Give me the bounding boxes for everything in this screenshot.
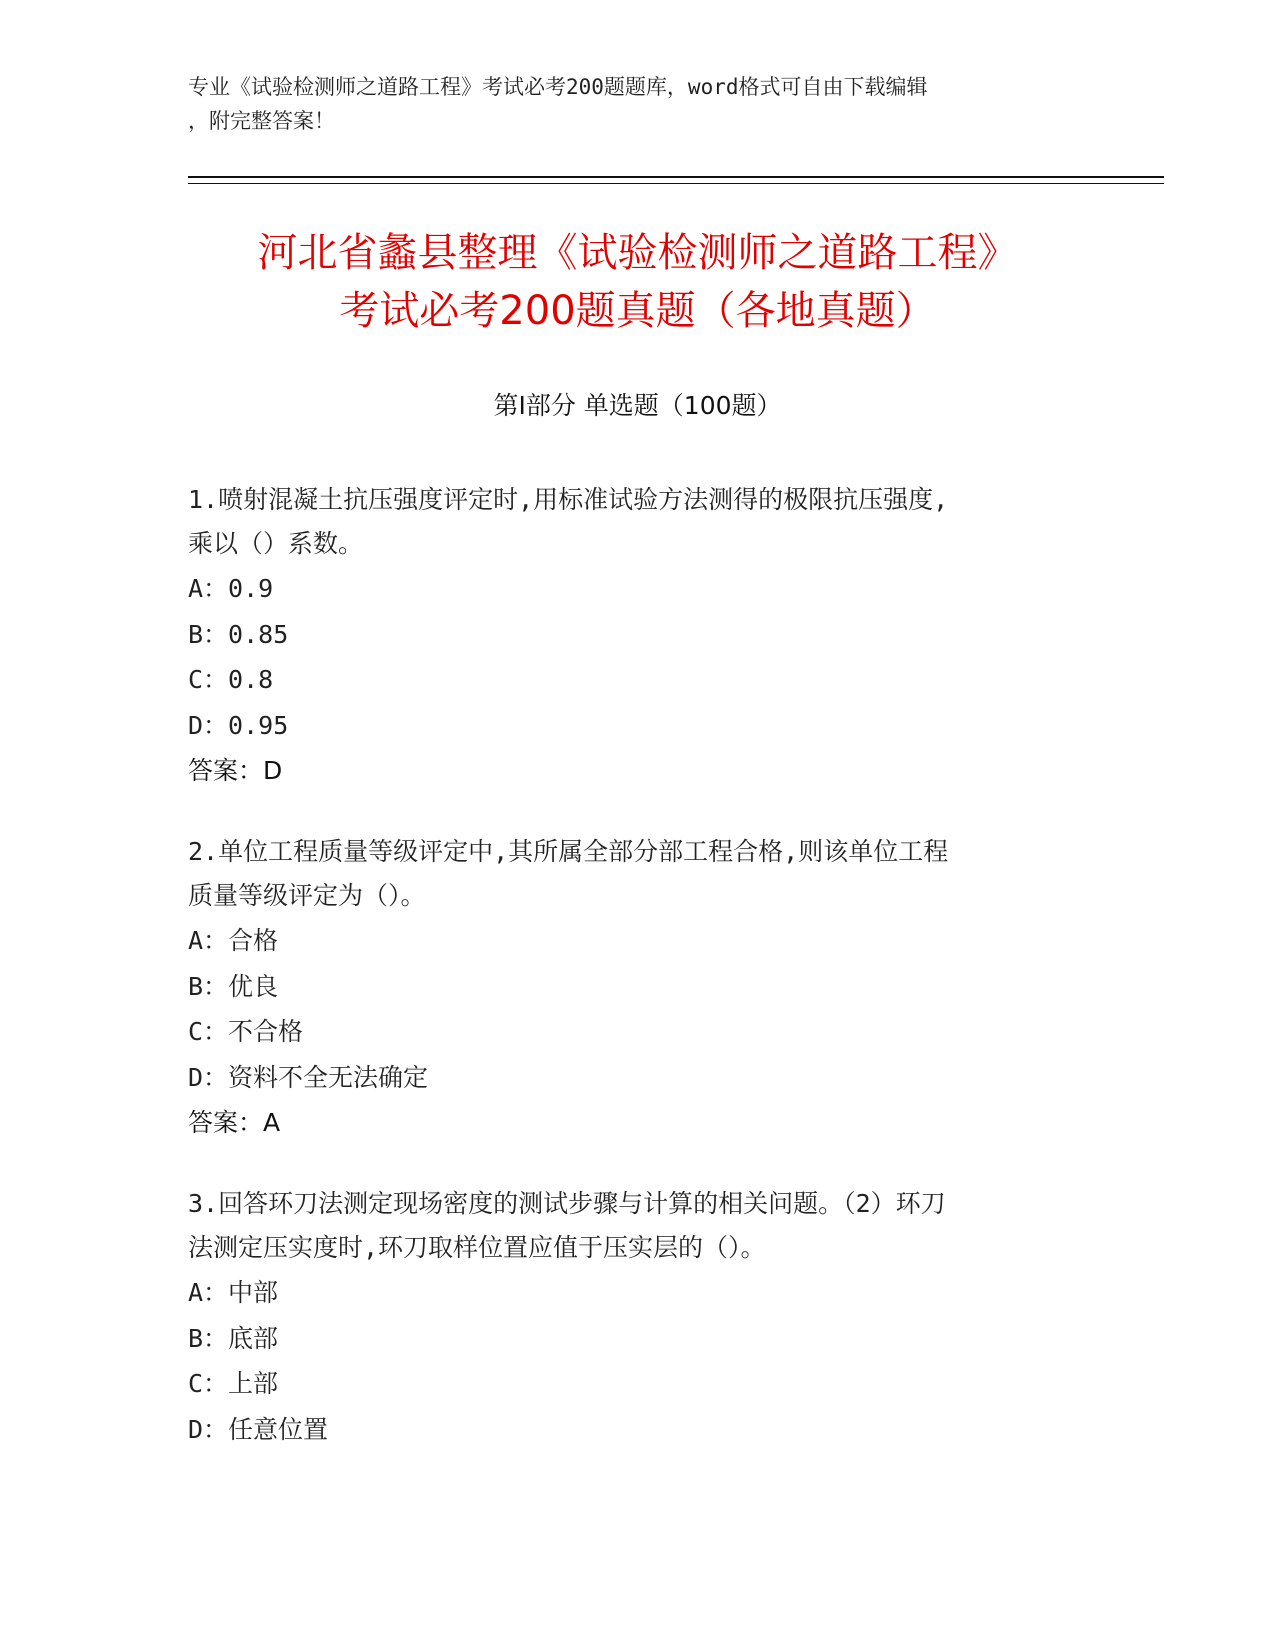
option-d: D：0.95: [188, 710, 289, 740]
option-b: B：0.85: [188, 619, 289, 649]
header-divider-thick: [188, 176, 1164, 178]
option-c: C：上部: [188, 1369, 279, 1398]
question-item: [188, 1182, 1088, 1452]
question-list: [188, 478, 1088, 1488]
question-stem-line: 1.喷射混凝土抗压强度评定时,用标准试验方法测得的极限抗压强度,: [188, 485, 949, 514]
title-line: 河北省蠡县整理《试验检测师之道路工程》: [257, 230, 1018, 276]
header-note-line: ，附完整答案！: [188, 109, 335, 133]
section-heading: 第Ⅰ部分 单选题（100题）: [493, 391, 782, 420]
question-stem-line: 法测定压实度时,环刀取样位置应值于压实层的（）。: [188, 1233, 766, 1262]
question-stem: [188, 830, 1088, 918]
question-stem: [188, 1182, 1088, 1270]
question-stem-line: 乘以（）系数。: [188, 529, 364, 558]
question-stem-line: 2.单位工程质量等级评定中,其所属全部分部工程合格,则该单位工程: [188, 837, 949, 866]
option-d: D：任意位置: [188, 1414, 329, 1444]
document-title: [150, 224, 1125, 340]
option-b: B：底部: [188, 1323, 279, 1353]
option-a: A：合格: [188, 926, 279, 955]
answer-text: 答案：D: [188, 756, 283, 785]
header-note: [188, 70, 1088, 138]
option-c: C：0.8: [188, 665, 274, 694]
option-c: C：不合格: [188, 1017, 304, 1046]
question-stem: [188, 478, 1088, 566]
answer-text: 答案：A: [188, 1108, 281, 1137]
question-item: [188, 478, 1088, 794]
title-line: 考试必考200题真题（各地真题）: [339, 288, 936, 334]
question-item: [188, 830, 1088, 1146]
header-divider-thin: [188, 183, 1164, 184]
option-a: A：中部: [188, 1278, 279, 1307]
header-note-line: 专业《试验检测师之道路工程》考试必考200题题库，word格式可自由下载编辑: [188, 75, 928, 99]
question-stem-line: 3.回答环刀法测定现场密度的测试步骤与计算的相关问题。（2）环刀: [188, 1189, 946, 1218]
option-d: D：资料不全无法确定: [188, 1062, 429, 1092]
question-stem-line: 质量等级评定为（）。: [188, 881, 426, 910]
option-b: B：优良: [188, 971, 279, 1001]
option-a: A：0.9: [188, 574, 274, 603]
